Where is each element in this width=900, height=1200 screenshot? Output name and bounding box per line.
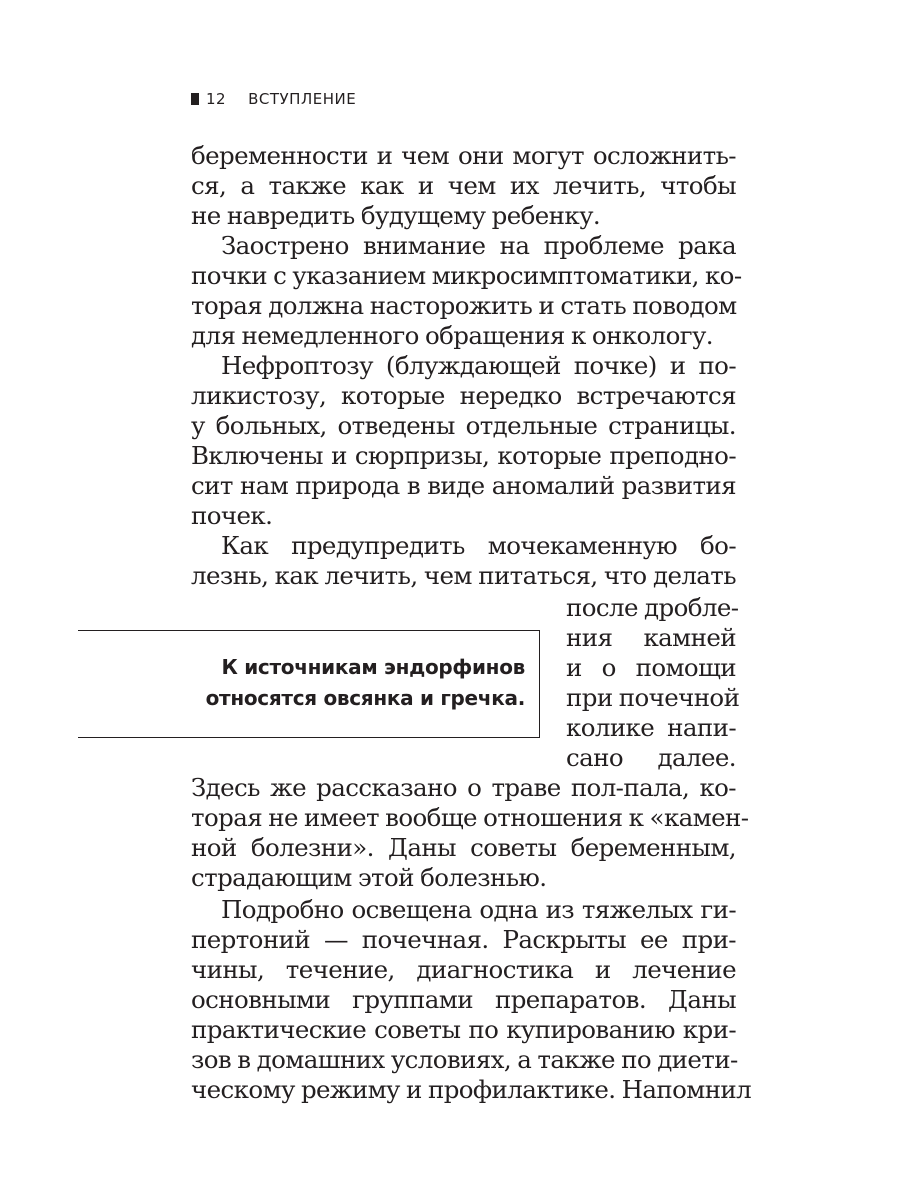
text-line: у больных, отведены отдельные страницы. xyxy=(191,411,736,440)
text-line: страдающим этой болезнью. xyxy=(191,863,547,892)
section-title: ВСТУПЛЕНИЕ xyxy=(248,90,357,108)
text-line: основными группами препаратов. Даны xyxy=(191,985,736,1014)
text-line: ся, а также как и чем их лечить, чтобы xyxy=(191,171,736,200)
text-line: Как предупредить мочекаменную бо- xyxy=(221,531,736,560)
text-line: сит нам природа в виде аномалий развития xyxy=(191,471,736,500)
square-marker-icon xyxy=(191,93,199,105)
text-line: ния камней xyxy=(566,623,736,652)
text-line: после дробле- xyxy=(566,593,739,622)
text-line: лезнь, как лечить, чем питаться, что делать xyxy=(191,561,736,590)
running-head xyxy=(191,88,356,110)
text-line: ликистозу, которые нередко встречаются xyxy=(191,381,736,410)
text-line: для немедленного обращения к онкологу. xyxy=(191,321,713,350)
text-line: Включены и сюрпризы, которые преподно- xyxy=(191,441,736,470)
text-line: почки с указанием микросимптоматики, ко- xyxy=(191,261,742,290)
text-line: беременности и чем они могут осложнить- xyxy=(191,141,736,170)
pull-quote-line: относятся овсянка и гречка. xyxy=(205,686,525,710)
page-number: 12 xyxy=(206,90,227,108)
text-line: не навредить будущему ребенку. xyxy=(191,201,601,230)
text-line: сано далее. xyxy=(566,743,736,772)
text-line: Заострено внимание на проблеме рака xyxy=(221,231,736,260)
text-line: зов в домашних условиях, а также по диети- xyxy=(191,1045,738,1074)
text-line: пертоний — почечная. Раскрыты ее при- xyxy=(191,925,736,954)
pull-quote xyxy=(78,630,540,738)
text-line: почек. xyxy=(191,501,273,530)
text-line: при почечной xyxy=(566,683,740,712)
text-line: ной болезни». Даны советы беременным, xyxy=(191,833,736,862)
text-line: чины, течение, диагностика и лечение xyxy=(191,955,736,984)
text-line: ческому режиму и профилактике. Напомнил xyxy=(191,1075,752,1104)
text-line: и о помощи xyxy=(566,653,736,682)
text-line: Здесь же рассказано о траве пол-пала, ко- xyxy=(191,773,736,802)
text-line: практические советы по купированию кри- xyxy=(191,1015,736,1044)
text-line: торая не имеет вообще отношения к «камен- xyxy=(191,803,749,832)
pull-quote-line: К источникам эндорфинов xyxy=(221,655,525,679)
text-line: торая должна насторожить и стать поводом xyxy=(191,291,737,320)
text-line: Подробно освещена одна из тяжелых ги- xyxy=(221,895,736,924)
text-line: Нефроптозу (блуждающей почке) и по- xyxy=(221,351,736,380)
text-line: колике напи- xyxy=(566,713,736,742)
